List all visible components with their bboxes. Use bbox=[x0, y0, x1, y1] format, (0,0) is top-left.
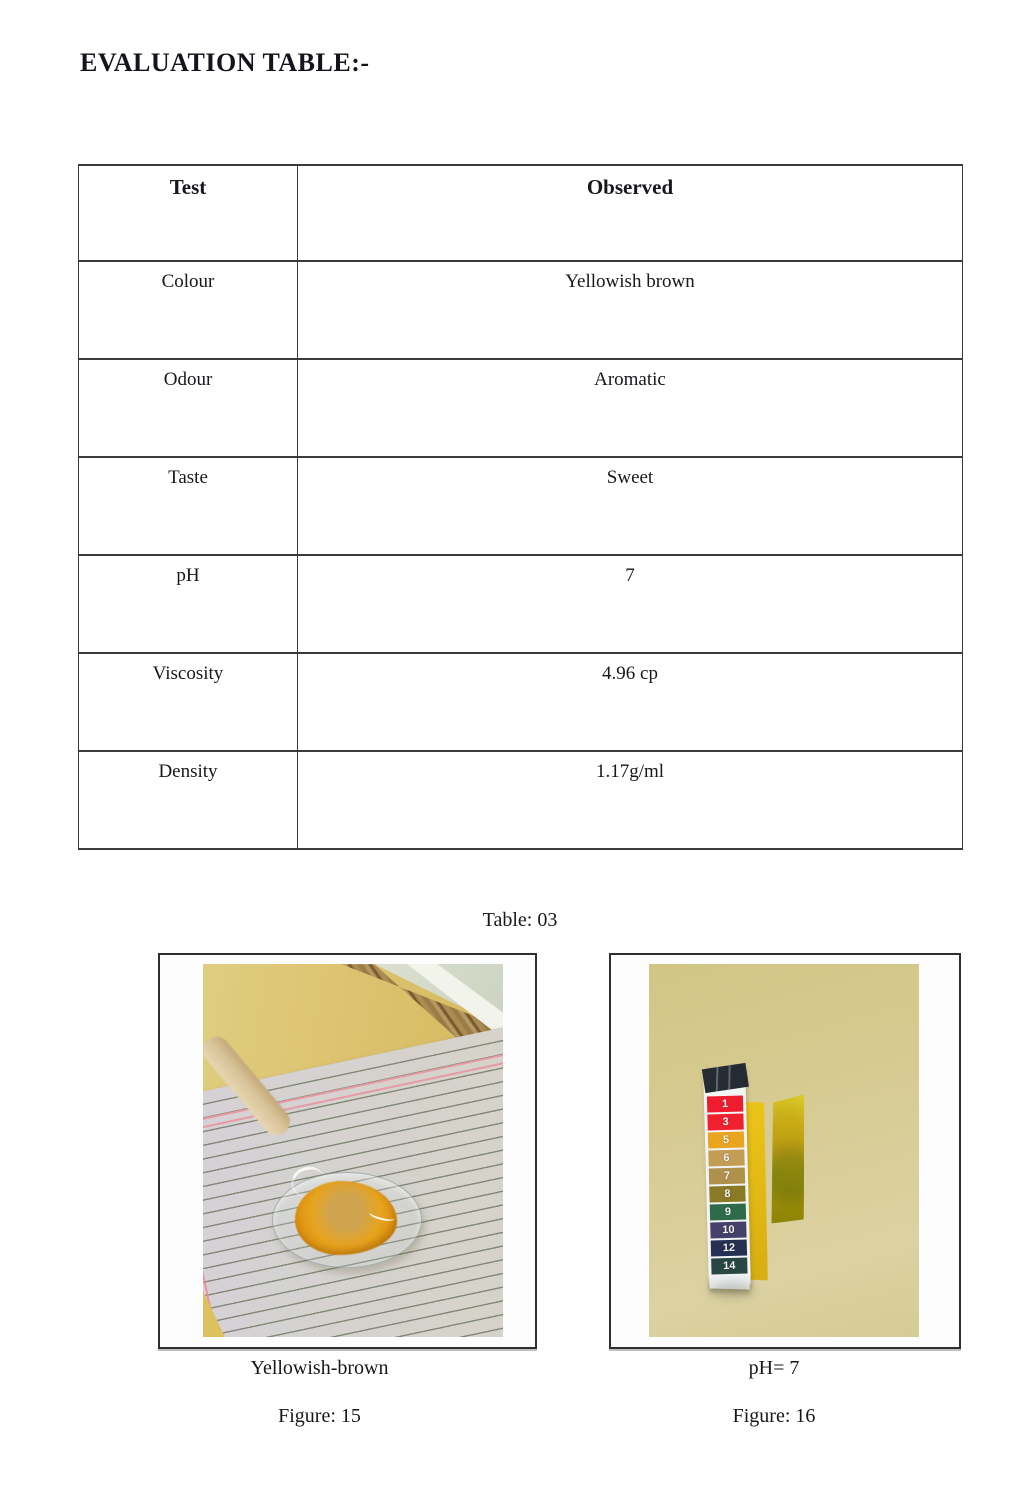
table-row bbox=[79, 653, 963, 751]
ph-swatch-14: 14 bbox=[711, 1258, 747, 1275]
figure-caption-left: Yellowish-brown bbox=[250, 1357, 389, 1379]
ph-swatch-cap bbox=[702, 1063, 749, 1093]
figure-label-right: Figure: 16 bbox=[732, 1405, 816, 1427]
figure-frame-15 bbox=[158, 953, 537, 1349]
table-caption: Table: 03 bbox=[482, 909, 558, 931]
cell-test: Colour bbox=[79, 261, 298, 359]
photo-gel-sample bbox=[203, 964, 503, 1337]
cell-observed: Sweet bbox=[298, 457, 963, 555]
ph-swatch-1: 1 bbox=[707, 1096, 743, 1113]
table-row bbox=[79, 359, 963, 457]
cell-test: pH bbox=[79, 555, 298, 653]
chart-shadow-smudge bbox=[709, 1282, 755, 1298]
cell-observed: Aromatic bbox=[298, 359, 963, 457]
table-row bbox=[79, 457, 963, 555]
figure-frame-16 bbox=[609, 953, 961, 1349]
table-row bbox=[79, 555, 963, 653]
ph-swatch-5: 5 bbox=[708, 1132, 744, 1149]
evaluation-table bbox=[78, 164, 963, 850]
table-header-row bbox=[79, 165, 963, 261]
cell-test: Odour bbox=[79, 359, 298, 457]
ph-swatch-3: 3 bbox=[707, 1114, 743, 1131]
cell-test: Taste bbox=[79, 457, 298, 555]
cell-test: Viscosity bbox=[79, 653, 298, 751]
cell-observed: Yellowish brown bbox=[298, 261, 963, 359]
page-title: EVALUATION TABLE:- bbox=[80, 48, 370, 77]
ph-swatch-9: 9 bbox=[710, 1204, 746, 1221]
ph-swatch-7: 7 bbox=[709, 1168, 745, 1185]
ph-test-strip bbox=[769, 1093, 809, 1224]
ph-swatch-12: 12 bbox=[711, 1240, 747, 1257]
ph-color-chart bbox=[703, 1067, 751, 1285]
cell-observed: 4.96 cp bbox=[298, 653, 963, 751]
ph-swatch-10: 10 bbox=[710, 1222, 746, 1239]
photo-ph-test bbox=[649, 964, 919, 1337]
table-row bbox=[79, 751, 963, 849]
figure-label-left: Figure: 15 bbox=[278, 1405, 361, 1427]
ph-swatch-6: 6 bbox=[708, 1150, 744, 1167]
cell-observed: 7 bbox=[298, 555, 963, 653]
cell-observed: 1.17g/ml bbox=[298, 751, 963, 849]
figure-caption-right: pH= 7 bbox=[748, 1357, 800, 1379]
cell-test: Density bbox=[79, 751, 298, 849]
watch-glass bbox=[272, 1172, 422, 1268]
header-cell-test: Test bbox=[79, 165, 298, 261]
header-cell-observed: Observed bbox=[298, 165, 963, 261]
table-row bbox=[79, 261, 963, 359]
ph-swatch-8: 8 bbox=[709, 1186, 745, 1203]
